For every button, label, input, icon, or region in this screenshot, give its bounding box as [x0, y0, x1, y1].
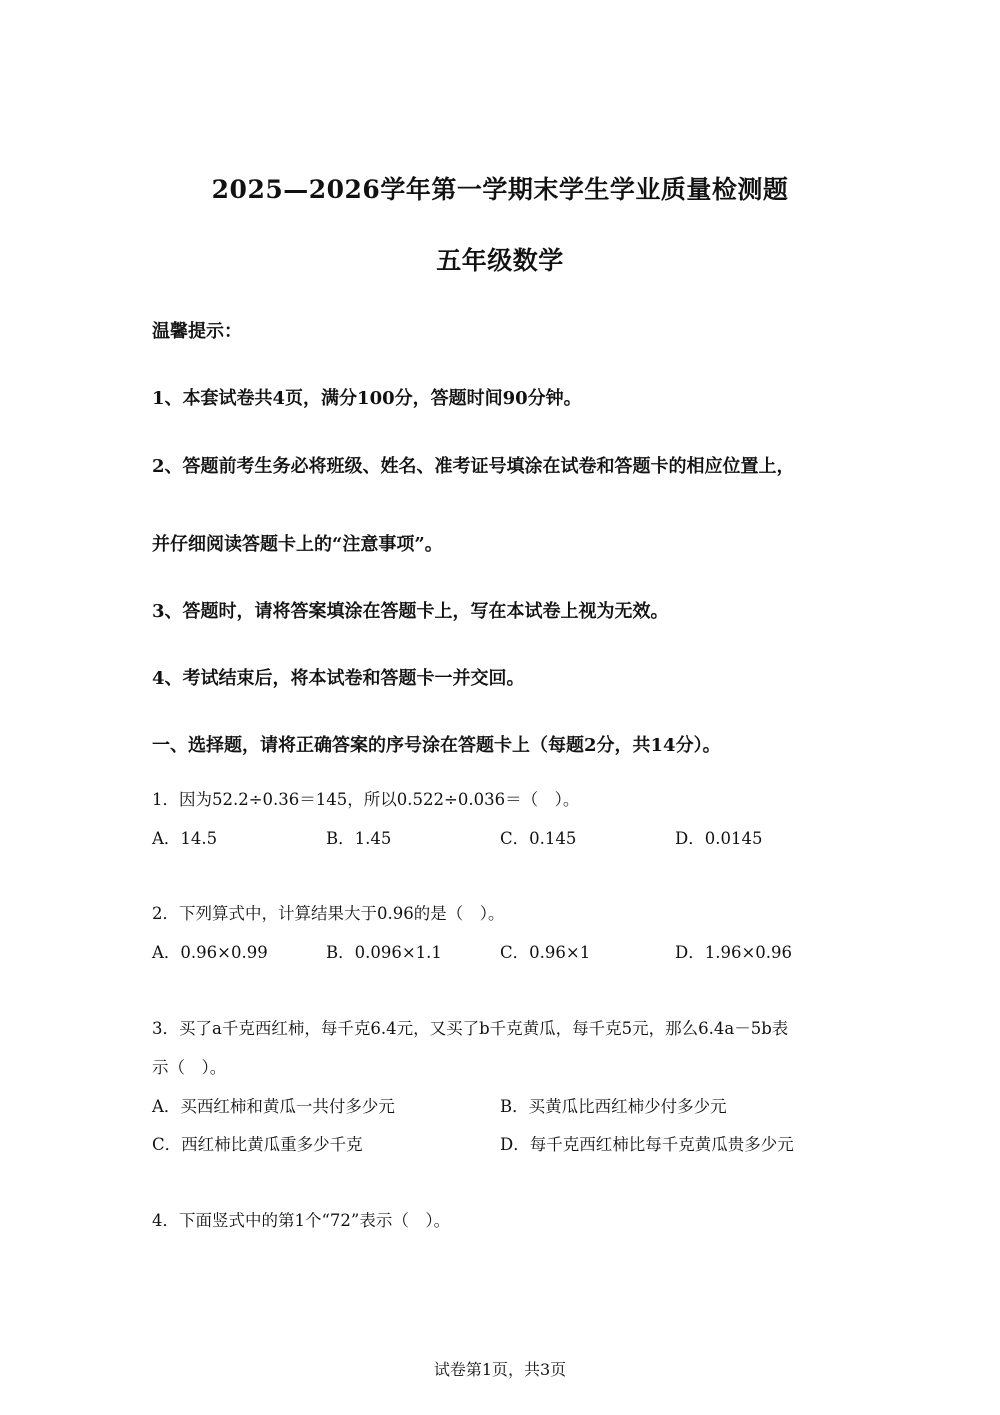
note-item: 4、考试结束后，将本试卷和答题卡一并交回。: [152, 668, 525, 689]
question-stem: 3．买了a千克西红柿，每千克6.4元，又买了b千克黄瓜，每千克5元，那么6.4a－5b表: [152, 1019, 789, 1038]
option-b: B．买黄瓜比西红柿少付多少元: [500, 1097, 727, 1116]
option-d: D．1.96×0.96: [675, 943, 793, 962]
option-d: D．0.0145: [675, 829, 763, 848]
exam-subtitle: 五年级数学: [436, 246, 564, 275]
question-stem-continued: 示（ ）。: [152, 1058, 227, 1077]
option-b: B．0.096×1.1: [326, 943, 442, 962]
section-heading: 一、选择题，请将正确答案的序号涂在答题卡上（每题2分，共14分）。: [152, 735, 721, 756]
question-stem: 2．下列算式中，计算结果大于0.96的是（ ）。: [152, 904, 505, 923]
note-item: 1、本套试卷共4页，满分100分，答题时间90分钟。: [152, 388, 582, 409]
note-item: 3、答题时，请将答案填涂在答题卡上，写在本试卷上视为无效。: [152, 601, 669, 622]
option-c: C．0.96×1: [500, 943, 591, 962]
question-stem: 1．因为52.2÷0.36＝145，所以0.522÷0.036＝（ ）。: [152, 790, 580, 809]
option-a: A．14.5: [152, 829, 218, 848]
notes-heading: 温馨提示：: [152, 321, 242, 342]
option-c: C．西红柿比黄瓜重多少千克: [152, 1135, 363, 1154]
option-d: D．每千克西红柿比每千克黄瓜贵多少元: [500, 1135, 794, 1154]
option-c: C．0.145: [500, 829, 577, 848]
page-footer: 试卷第1页，共3页: [433, 1360, 567, 1379]
note-item: 并仔细阅读答题卡上的“注意事项”。: [152, 534, 443, 555]
note-item: 2、答题前考生务必将班级、姓名、准考证号填涂在试卷和答题卡的相应位置上，: [152, 456, 795, 477]
option-a: A．0.96×0.99: [152, 943, 268, 962]
exam-title: 2025—2026学年第一学期末学生学业质量检测题: [211, 175, 789, 204]
option-a: A．买西红柿和黄瓜一共付多少元: [152, 1097, 395, 1116]
option-b: B．1.45: [326, 829, 392, 848]
question-stem: 4．下面竖式中的第1个“72”表示（ ）。: [152, 1211, 451, 1230]
